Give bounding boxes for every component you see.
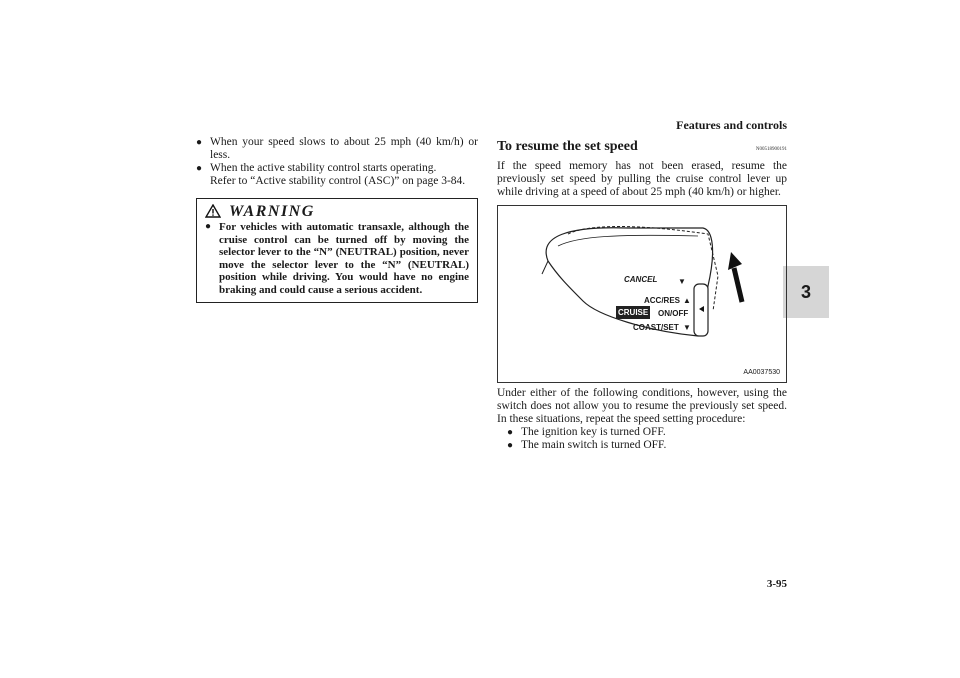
header-title: Features and controls <box>676 118 787 132</box>
warning-title: WARNING <box>229 202 315 220</box>
conditions-paragraph: Under either of the following conditions, however, using the switch does not allow you to resume the previously set speed. In these situations, repeat the speed setting procedure: <box>497 387 787 425</box>
bullet-icon: ● <box>205 221 212 232</box>
bullet-icon: ● <box>507 427 514 438</box>
right-column <box>497 136 787 452</box>
intro-paragraph: If the speed memory has not been erased, resume the previously set speed by pulling the cruise control lever up while driving at a speed of about 25 mph (40 km/h) or higher. <box>497 160 787 198</box>
cruise-label: CRUISE <box>618 308 649 317</box>
warning-triangle-icon <box>205 204 221 218</box>
page-number: 3-95 <box>766 578 787 590</box>
bullet-icon: ● <box>196 163 203 174</box>
section-title: To resume the set speed <box>497 139 638 154</box>
acc-res-label: ACC/RES <box>644 296 681 305</box>
bullet-text: When your speed slows to about 25 mph (40 km/h) or less. <box>210 136 478 161</box>
condition-text: The ignition key is turned OFF. <box>521 426 666 438</box>
warning-item <box>205 221 469 296</box>
coast-set-label: COAST/SET <box>633 323 679 332</box>
figure-code: AA0037530 <box>743 369 780 376</box>
list-item <box>497 439 787 452</box>
warning-text: For vehicles with automatic transaxle, although the cruise control can be turned off by moving the selector lever to the “N” (NEUTRAL) position, never move the selector lever to the “N” (NEUTRAL) position while driving. You would have no engine braking and could cause a serious accident. <box>219 221 469 296</box>
condition-text: The main switch is turned OFF. <box>521 439 667 451</box>
list-item <box>196 162 478 175</box>
bullet-icon: ● <box>196 137 203 148</box>
warning-box <box>196 198 478 303</box>
chevron-down-icon: ▼ <box>678 277 686 286</box>
chevron-up-icon: ▲ <box>683 296 691 305</box>
chevron-down-icon: ▼ <box>683 323 691 332</box>
section-header <box>497 140 787 156</box>
on-off-label: ON/OFF <box>658 309 689 318</box>
section-code: N00518900191 <box>755 147 787 152</box>
warning-header <box>205 201 469 221</box>
cruise-lever-illustration <box>498 206 786 382</box>
page-reference: Refer to “Active stability control (ASC)” on page 3-84. <box>210 175 466 187</box>
chapter-tab: 3 <box>783 266 829 318</box>
cancel-label: CANCEL <box>624 275 658 284</box>
cruise-lever-figure <box>497 205 787 383</box>
bullet-text: When the active stability control starts operating. <box>210 162 437 174</box>
bullet-icon: ● <box>507 440 514 451</box>
list-item <box>196 136 478 162</box>
left-column <box>196 136 478 303</box>
list-item <box>497 426 787 439</box>
